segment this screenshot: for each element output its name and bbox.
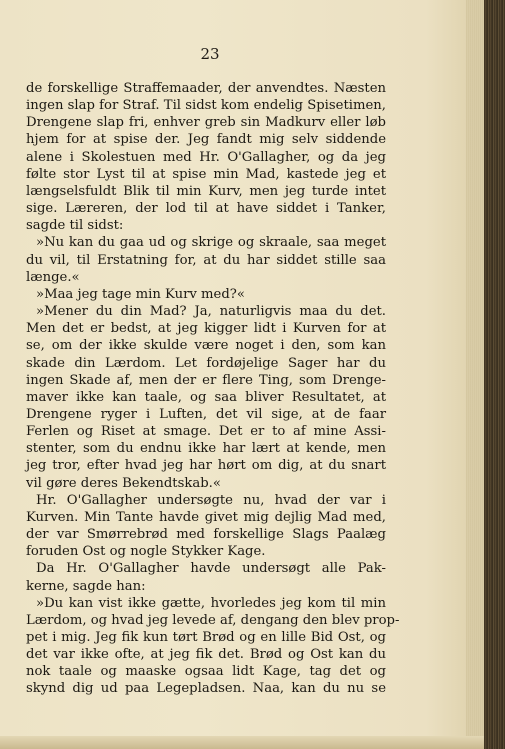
text-line: længe.« — [26, 269, 80, 285]
text-line: kerne, sagde han: — [26, 578, 146, 594]
text-line: ingen slap for Straf. Til sidst kom endelig Spisetimen, — [26, 98, 386, 114]
text-line: Hr. O'Gallagher undersøgte nu, hvad der var i — [36, 492, 386, 508]
page-text — [26, 80, 400, 698]
text-line: foruden Ost og nogle Stykker Kage. — [26, 544, 266, 560]
text-line: længselsfuldt Blik til min Kurv, men jeg turde intet — [26, 183, 386, 199]
text-line: vil gøre deres Bekendtskab.« — [26, 475, 221, 491]
text-line: sige. Læreren, der lod til at have siddet i Tanker, — [26, 201, 386, 217]
page-fore-edge — [466, 0, 484, 749]
text-line: pet i mig. Jeg fik kun tørt Brød og en lille Bid Ost, og — [26, 630, 386, 645]
text-line: der var Smørrebrød med forskellige Slags Paalæg — [26, 527, 386, 543]
text-line: »Mener du din Mad? Ja, naturligvis maa du det. — [36, 304, 386, 320]
text-line: hjem for at spise der. Jeg fandt mig selv siddende — [26, 132, 386, 148]
text-line: det var ikke ofte, at jeg fik det. Brød og Ost kan du — [26, 647, 386, 663]
text-line: maver ikke kan taale, og saa bliver Resultatet, at — [26, 389, 386, 405]
text-line: Ferlen og Riset at smage. Det er to af mine Assi- — [26, 424, 386, 440]
text-line: du vil, til Erstatning for, at du har siddet stille saa — [26, 252, 386, 268]
text-line: de forskellige Straffemaader, der anvendtes. Næsten — [26, 81, 386, 96]
text-line: »Du kan vist ikke gætte, hvorledes jeg kom til min — [36, 595, 386, 611]
text-line: nok taale og maaske ogsaa lidt Kage, tag det og — [26, 664, 386, 680]
book-spine — [484, 0, 505, 749]
text-line: følte stor Lyst til at spise min Mad, kastede jeg et — [26, 166, 386, 182]
text-line: ingen Skade af, men der er flere Ting, som Drenge- — [26, 372, 386, 388]
text-line: sagde til sidst: — [26, 218, 124, 234]
text-line: Lærdom, og hvad jeg levede af, dengang den blev prop- — [26, 612, 400, 628]
text-line: skynd dig ud paa Legepladsen. Naa, kan du nu se — [26, 681, 386, 697]
text-line: se, om der ikke skulde være noget i den, som kan — [26, 338, 386, 354]
text-line: Kurven. Min Tante havde givet mig dejlig Mad med, — [26, 509, 386, 525]
text-line: stenter, som du endnu ikke har lært at kende, men — [26, 441, 386, 457]
text-line: Da Hr. O'Gallagher havde undersøgt alle Pak- — [36, 561, 386, 577]
page-bottom-edge — [0, 736, 484, 749]
text-line: »Nu kan du gaa ud og skrige og skraale, saa meget — [36, 235, 386, 251]
text-line: »Maa jeg tage min Kurv med?« — [36, 286, 245, 302]
text-line: alene i Skolestuen med Hr. O'Gallagher, og da jeg — [26, 149, 386, 165]
text-line: Drengene ryger i Luften, det vil sige, at de faar — [26, 406, 386, 422]
text-line: skade din Lærdom. Let fordøjelige Sager har du — [26, 355, 386, 371]
page-number: 23 — [200, 45, 220, 63]
text-line: Drengene slap fri, enhver greb sin Madkurv eller løb — [26, 115, 386, 131]
text-line: jeg tror, efter hvad jeg har hørt om dig, at du snart — [26, 458, 386, 474]
text-line: Men det er bedst, at jeg kigger lidt i Kurven for at — [26, 321, 386, 337]
